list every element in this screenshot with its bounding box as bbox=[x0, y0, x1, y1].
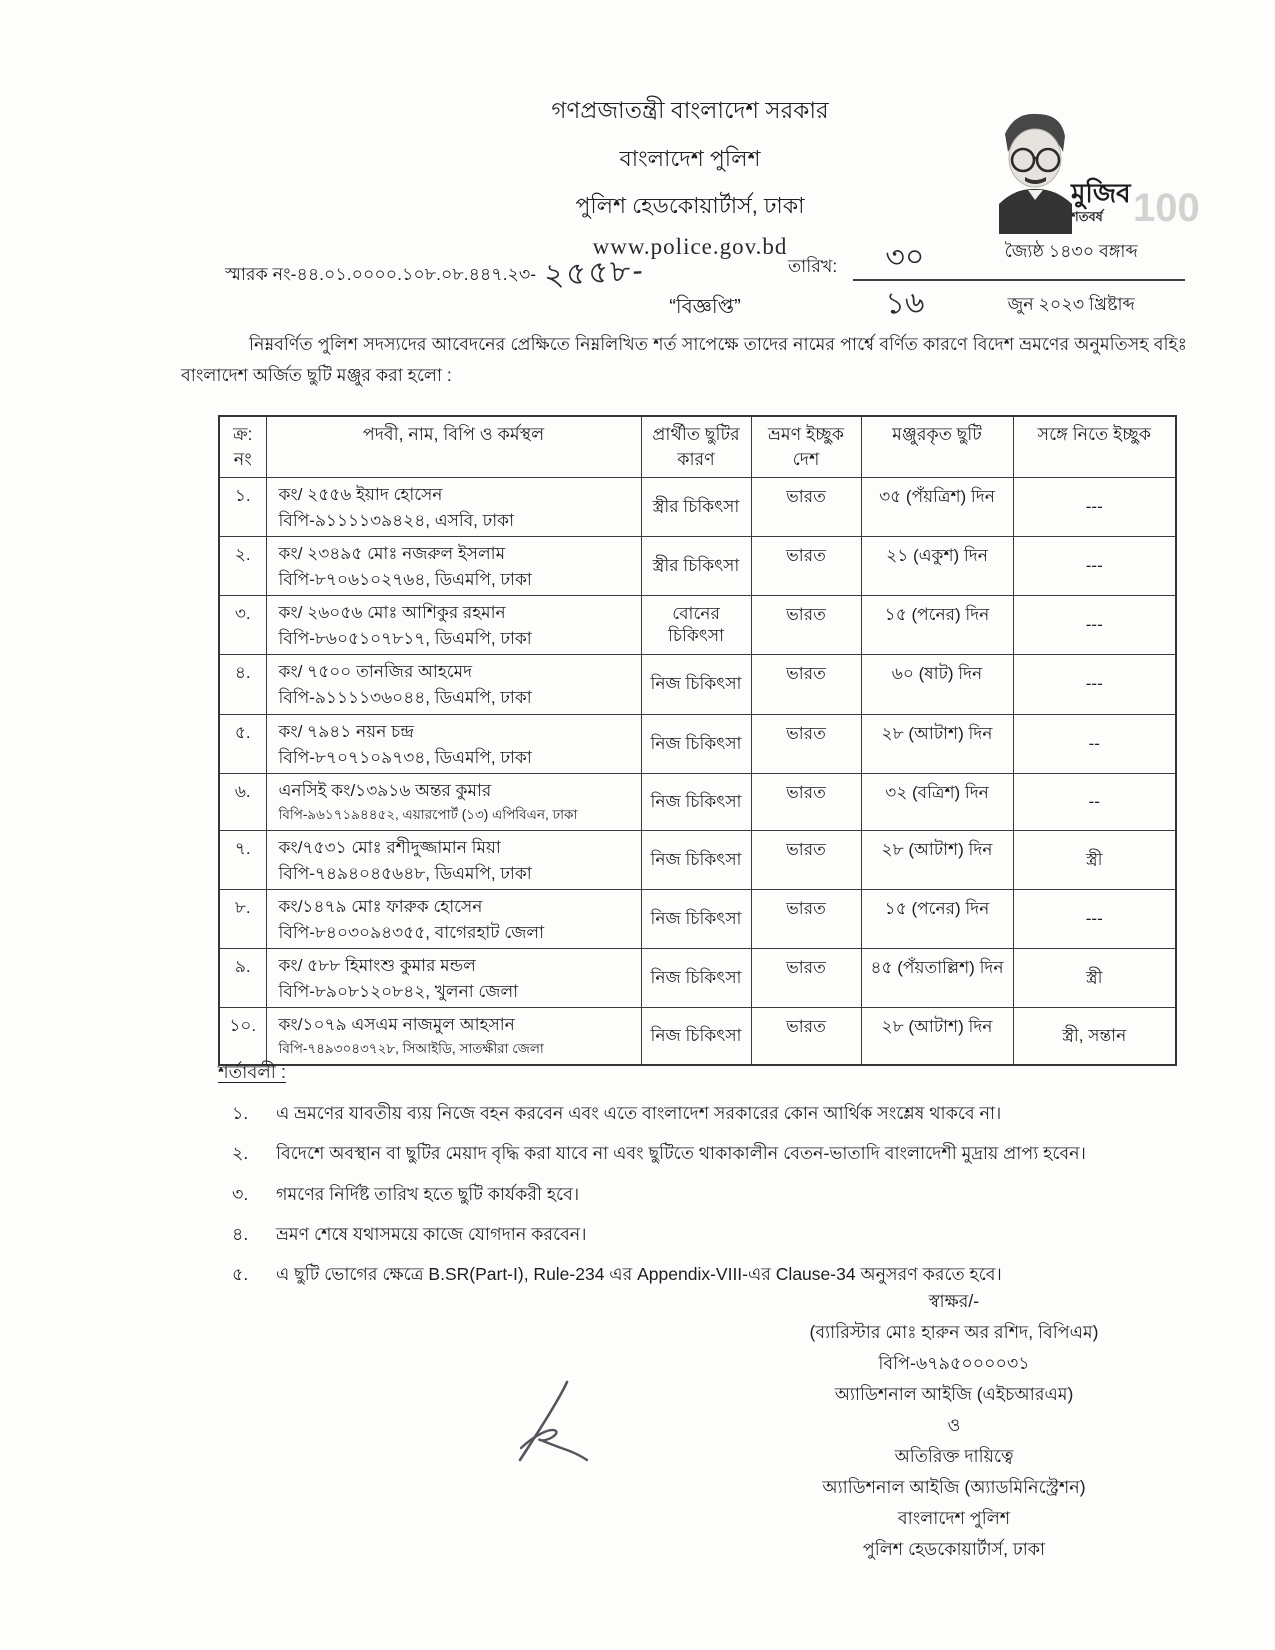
condition-number: ৪. bbox=[232, 1223, 249, 1244]
member-name: এনসিই কং/১৩৯১৬ অন্তর কুমার bbox=[278, 780, 492, 800]
member-bp-station: বিপি-৮৪০৩০৯৪৩৫৫, বাগেরহাট জেলা bbox=[278, 922, 545, 942]
date-day-bangla-handwritten: ৩০ bbox=[885, 240, 926, 275]
cell-name bbox=[266, 477, 641, 536]
logo-100-number: 100 bbox=[1133, 186, 1200, 230]
member-name: কং/ ২৩৪৯৫ মোঃ নজরুল ইসলাম bbox=[278, 543, 506, 563]
cell-country: ভারত bbox=[751, 714, 861, 773]
member-name: কং/ ৫৮৮ হিমাংশু কুমার মন্ডল bbox=[278, 956, 476, 976]
cell-companion: স্ত্রী, সন্তান bbox=[1013, 1008, 1176, 1065]
condition-number: ২. bbox=[232, 1143, 249, 1164]
cell-name bbox=[266, 536, 641, 595]
cell-name bbox=[266, 773, 641, 830]
cell-companion: --- bbox=[1013, 596, 1176, 655]
cell-companion: --- bbox=[1013, 655, 1176, 714]
cell-leave: ৩২ (বত্রিশ) দিন bbox=[861, 773, 1013, 830]
table-header-row bbox=[219, 416, 1176, 477]
col-header-companion: সঙ্গে নিতে ইচ্ছুক bbox=[1013, 416, 1176, 477]
member-bp-station: বিপি-৯৬১৭১৯৪৪৫২, এয়ারপোর্ট (১৩) এপিবিএন, ঢাকা bbox=[278, 806, 578, 822]
cell-country: ভারত bbox=[751, 477, 861, 536]
logo-title: মুজিব bbox=[1071, 178, 1131, 208]
col-header-reason: প্রার্থীত ছুটির কারণ bbox=[641, 416, 751, 477]
cell-companion: স্ত্রী bbox=[1013, 830, 1176, 889]
cell-reason: স্ত্রীর চিকিৎসা bbox=[641, 477, 751, 536]
condition-item bbox=[232, 1100, 1197, 1126]
signature-line: (ব্যারিস্টার মোঃ হারুন অর রশিদ, বিপিএম) bbox=[809, 1322, 1099, 1342]
table-row bbox=[219, 1008, 1176, 1065]
cell-name bbox=[266, 596, 641, 655]
member-bp-station: বিপি-৮৬০৫১০৭৮১৭, ডিএমপি, ঢাকা bbox=[278, 629, 532, 649]
condition-text: বিদেশে অবস্থান বা ছুটির মেয়াদ বৃদ্ধি করা যাবে না এবং ছুটিতে থাকাকালীন বেতন-ভাতাদি বাংলাদেশী মুদ্রায় প্রাপ্য হবেন। bbox=[276, 1143, 1086, 1164]
condition-number: ১. bbox=[232, 1103, 249, 1123]
cell-reason: নিজ চিকিৎসা bbox=[641, 714, 751, 773]
cell-leave: ২৮ (আটাশ) দিন bbox=[861, 830, 1013, 889]
conditions-heading: শর্তাবলী : bbox=[218, 1062, 286, 1082]
cell-name bbox=[266, 1008, 641, 1065]
table-row bbox=[219, 596, 1176, 655]
organization-name: বাংলাদেশ পুলিশ bbox=[619, 146, 761, 171]
website-url: www.police.gov.bd bbox=[592, 234, 788, 259]
mujib-100-logo bbox=[975, 104, 1200, 236]
date-day-english-handwritten: ১৬ bbox=[885, 286, 926, 321]
date-block bbox=[788, 228, 1185, 332]
cell-companion: --- bbox=[1013, 889, 1176, 948]
date-english: জুন ২০২৩ খ্রিষ্টাব্দ bbox=[1007, 293, 1135, 314]
member-name: কং/ ২৬০৫৬ মোঃ আশিকুর রহমান bbox=[278, 603, 506, 623]
cell-country: ভারত bbox=[751, 773, 861, 830]
logo-wordmark bbox=[1071, 180, 1131, 223]
condition-item bbox=[232, 1261, 1197, 1287]
cell-leave: ২৮ (আটাশ) দিন bbox=[861, 714, 1013, 773]
cell-reason: নিজ চিকিৎসা bbox=[641, 655, 751, 714]
cell-companion: --- bbox=[1013, 477, 1176, 536]
table-row bbox=[219, 773, 1176, 830]
condition-text: গমণের নির্দিষ্ট তারিখ হতে ছুটি কার্যকরী হবে। bbox=[276, 1183, 580, 1204]
member-name: কং/৭৫৩১ মোঃ রশীদুজ্জামান মিয়া bbox=[278, 837, 501, 857]
member-bp-station: বিপি-৯১১১১৩৯৪২৪, এসবি, ঢাকা bbox=[278, 510, 514, 530]
cell-name bbox=[266, 655, 641, 714]
cell-reason: বোনের চিকিৎসা bbox=[641, 596, 751, 655]
cell-reason: নিজ চিকিৎসা bbox=[641, 949, 751, 1008]
signature-line: অ্যাডিশনাল আইজি (এইচআরএম) bbox=[834, 1384, 1074, 1404]
condition-item bbox=[232, 1140, 1197, 1166]
table-row bbox=[219, 830, 1176, 889]
signature-line: বাংলাদেশ পুলিশ bbox=[897, 1508, 1011, 1528]
date-fraction bbox=[853, 228, 1185, 332]
cell-reason: নিজ চিকিৎসা bbox=[641, 830, 751, 889]
cell-country: ভারত bbox=[751, 536, 861, 595]
condition-item bbox=[232, 1221, 1197, 1247]
cell-reason: নিজ চিকিৎসা bbox=[641, 1008, 751, 1065]
cell-country: ভারত bbox=[751, 889, 861, 948]
signature-line: ও bbox=[947, 1415, 961, 1435]
office-name: পুলিশ হেডকোয়ার্টার্স, ঢাকা bbox=[575, 193, 805, 218]
member-bp-station: বিপি-৯১১১১৩৬০৪৪, ডিএমপি, ঢাকা bbox=[278, 688, 532, 708]
col-header-name: পদবী, নাম, বিপি ও কর্মস্থল bbox=[266, 416, 641, 477]
cell-companion: --- bbox=[1013, 536, 1176, 595]
table-row bbox=[219, 655, 1176, 714]
cell-serial: ৫. bbox=[219, 714, 266, 773]
cell-reason: নিজ চিকিৎসা bbox=[641, 773, 751, 830]
signature-line: অ্যাডিশনাল আইজি (অ্যাডমিনিস্ট্রেশন) bbox=[822, 1477, 1086, 1497]
cell-leave: ৩৫ (পঁয়ত্রিশ) দিন bbox=[861, 477, 1013, 536]
cell-serial: ১. bbox=[219, 477, 266, 536]
signature-line: স্বাক্ষর/- bbox=[928, 1291, 980, 1311]
logo-subtitle: শতবর্ষ bbox=[1071, 209, 1103, 224]
member-name: কং/ ৭৫০০ তানজির আহমেদ bbox=[278, 662, 473, 682]
handwritten-initial bbox=[505, 1372, 605, 1482]
member-bp-station: বিপি-৮৯০৮১২০৮৪২, খুলনা জেলা bbox=[278, 982, 519, 1002]
cell-leave: ১৫ (পনের) দিন bbox=[861, 889, 1013, 948]
member-bp-station: বিপি-৭৪৯৪০৪৫৬৪৮, ডিএমপি, ঢাকা bbox=[278, 863, 532, 883]
date-bangla-row bbox=[853, 228, 1185, 281]
signature-line: বিপি-৬৭৯৫০০০০৩১ bbox=[878, 1353, 1030, 1373]
cell-companion: -- bbox=[1013, 714, 1176, 773]
col-header-serial: ক্র: নং bbox=[219, 416, 266, 477]
cell-reason: স্ত্রীর চিকিৎসা bbox=[641, 536, 751, 595]
date-english-row bbox=[853, 281, 1185, 332]
member-name: কং/ ২৫৫৬ ইয়াদ হোসেন bbox=[278, 484, 443, 504]
cell-country: ভারত bbox=[751, 655, 861, 714]
memo-number-row bbox=[225, 246, 646, 298]
cell-serial: ৯. bbox=[219, 949, 266, 1008]
table-row bbox=[219, 949, 1176, 1008]
col-header-leave: মঞ্জুরকৃত ছুটি bbox=[861, 416, 1013, 477]
cell-country: ভারত bbox=[751, 949, 861, 1008]
condition-number: ৫. bbox=[232, 1264, 249, 1284]
cell-leave: ৬০ (ষাট) দিন bbox=[861, 655, 1013, 714]
notice-title: “বিজ্ঞপ্তি” bbox=[669, 296, 741, 318]
government-name: গণপ্রজাতন্ত্রী বাংলাদেশ সরকার bbox=[551, 97, 829, 123]
member-name: কং/ ৭৯৪১ নয়ন চন্দ্র bbox=[278, 721, 414, 741]
cell-serial: ৪. bbox=[219, 655, 266, 714]
table-row bbox=[219, 477, 1176, 536]
date-bangla: জ্যৈষ্ঠ ১৪৩০ বঙ্গাব্দ bbox=[1004, 240, 1138, 261]
condition-text: এ ভ্রমণের যাবতীয় ব্যয় নিজে বহন করবেন এবং এতে বাংলাদেশ সরকারের কোন আর্থিক সংশ্লেষ থাকবে না। bbox=[276, 1103, 1002, 1123]
cell-name bbox=[266, 889, 641, 948]
cell-reason: নিজ চিকিৎসা bbox=[641, 889, 751, 948]
cell-leave: ২৮ (আটাশ) দিন bbox=[861, 1008, 1013, 1065]
signature-block bbox=[728, 1291, 1180, 1570]
leave-table bbox=[218, 415, 1177, 1066]
mujib-portrait-icon bbox=[985, 104, 1085, 234]
cell-name bbox=[266, 830, 641, 889]
cell-country: ভারত bbox=[751, 596, 861, 655]
conditions-list bbox=[232, 1100, 1197, 1301]
condition-text: এ ছুটি ভোগের ক্ষেত্রে B.SR(Part-I), Rule-234 এর Appendix-VIII-এর Clause-34 অনুসরণ করতে হবে। bbox=[276, 1264, 1002, 1284]
member-bp-station: বিপি-৮৭০৬১০২৭৬৪, ডিএমপি, ঢাকা bbox=[278, 570, 532, 590]
condition-item bbox=[232, 1181, 1197, 1207]
cell-serial: ৮. bbox=[219, 889, 266, 948]
member-bp-station: বিপি-৭৪৯৩০৪৩৭২৮, সিআইডি, সাতক্ষীরা জেলা bbox=[278, 1041, 544, 1057]
table-row bbox=[219, 714, 1176, 773]
condition-number: ৩. bbox=[232, 1183, 249, 1204]
cell-name bbox=[266, 949, 641, 1008]
cell-companion: -- bbox=[1013, 773, 1176, 830]
cell-country: ভারত bbox=[751, 830, 861, 889]
member-name: কং/১৪৭৯ মোঃ ফারুক হোসেন bbox=[278, 896, 483, 916]
cell-leave: ১৫ (পনের) দিন bbox=[861, 596, 1013, 655]
cell-serial: ৬. bbox=[219, 773, 266, 830]
signature-line: পুলিশ হেডকোয়ার্টার্স, ঢাকা bbox=[862, 1539, 1046, 1559]
cell-serial: ২. bbox=[219, 536, 266, 595]
cell-leave: ৪৫ (পঁয়তাল্লিশ) দিন bbox=[861, 949, 1013, 1008]
cell-serial: ৩. bbox=[219, 596, 266, 655]
cell-serial: ১০. bbox=[219, 1008, 266, 1065]
col-header-country: ভ্রমণ ইচ্ছুক দেশ bbox=[751, 416, 861, 477]
cell-name bbox=[266, 714, 641, 773]
member-name: কং/১০৭৯ এসএম নাজমুল আহসান bbox=[278, 1015, 515, 1035]
intro-paragraph: নিম্নবর্ণিত পুলিশ সদস্যদের আবেদনের প্রেক্ষিতে নিম্নলিখিত শর্ত সাপেক্ষে তাদের নামের পার্শ্বে বর্ণিত কারণে বিদেশ ভ্রমণের অনুমতিসহ বহিঃ বাংলাদেশ অর্জিত ছুটি মঞ্জুর করা হলো : bbox=[181, 334, 1187, 386]
date-label: তারিখ: bbox=[788, 256, 838, 276]
memo-number-label: স্মারক নং-৪৪.০১.০০০০.১০৮.০৮.৪৪৭.২৩- bbox=[225, 264, 537, 284]
cell-leave: ২১ (একুশ) দিন bbox=[861, 536, 1013, 595]
member-bp-station: বিপি-৮৭০৭১০৯৭৩৪, ডিএমপি, ঢাকা bbox=[278, 747, 532, 767]
cell-country: ভারত bbox=[751, 1008, 861, 1065]
signature-line: অতিরিক্ত দায়িত্বে bbox=[894, 1446, 1014, 1466]
table-row bbox=[219, 889, 1176, 948]
condition-text: ভ্রমণ শেষে যথাসময়ে কাজে যোগদান করবেন। bbox=[276, 1223, 587, 1244]
cell-serial: ৭. bbox=[219, 830, 266, 889]
memo-number-handwritten: ২৫৫৮- bbox=[543, 252, 646, 293]
cell-companion: স্ত্রী bbox=[1013, 949, 1176, 1008]
table-row bbox=[219, 536, 1176, 595]
